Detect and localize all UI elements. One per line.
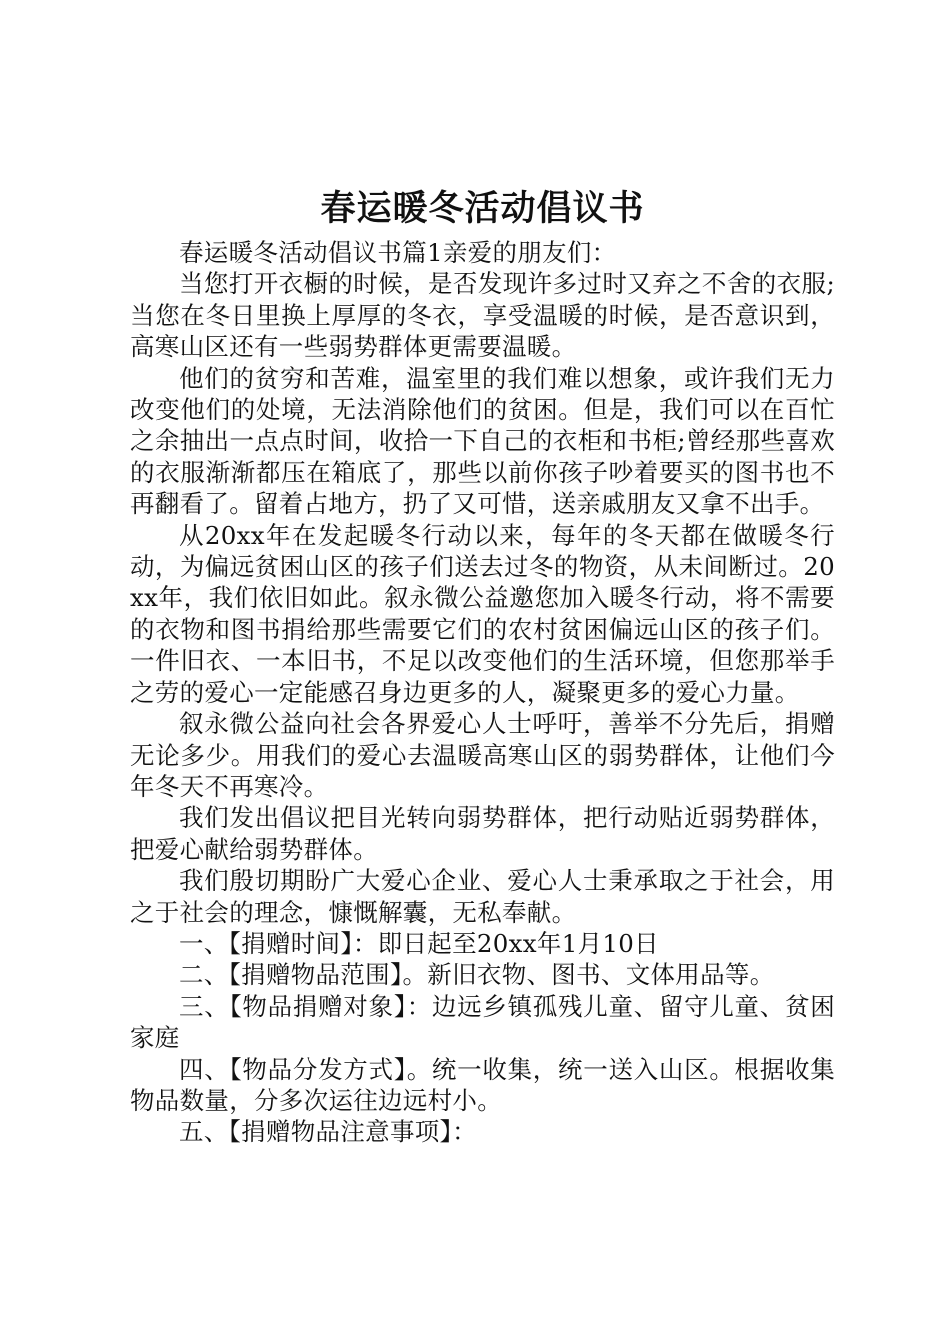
list-item-distribution: 四、【物品分发方式】。统一收集，统一送入山区。根据收集物品数量，分多次运往边远村小。 — [130, 1054, 835, 1115]
list-item-donation-time: 一、【捐赠时间】：即日起至20xx年1月10日 — [179, 928, 659, 958]
list-item-donation-target: 三、【物品捐赠对象】：边远乡镇孤残儿童、留守儿童、贫困家庭 — [130, 991, 835, 1053]
document-title: 春运暖冬活动倡议书 — [320, 188, 645, 229]
paragraph-appeal: 叙永微公益向社会各界爱心人士呼吁，善举不分先后，捐赠无论多少。用我们的爱心去温暖高寒山区的弱势群体，让他们今年冬天不再寒冷。 — [130, 709, 835, 801]
paragraph-wardrobe: 当您打开衣橱的时候，是否发现许多过时又弃之不舍的衣服;当您在冬日里换上厚厚的冬衣，享受温暖的时候，是否意识到，高寒山区还有一些弱势群体更需要温暖。 — [130, 269, 835, 362]
document-page — [130, 183, 835, 1148]
paragraph-greeting: 春运暖冬活动倡议书篇1亲爱的朋友们： — [179, 238, 617, 267]
paragraph-proposal: 我们发出倡议把目光转向弱势群体，把行动贴近弱势群体，把爱心献给弱势群体。 — [130, 803, 835, 864]
list-item-donation-scope: 二、【捐赠物品范围】。新旧衣物、图书、文体用品等。 — [179, 960, 775, 990]
paragraph-history: 从20xx年在发起暖冬行动以来，每年的冬天都在做暖冬行动，为偏远贫困山区的孩子们送去过冬的物资，从未间断过。20xx年，我们依旧如此。叙永微公益邀您加入暖冬行动，将不需要的衣物和图书捐给那些需要它们的农村贫困偏远山区的孩子们。一件旧衣、一本旧书，不足以改变他们的生活环境，但您那举手之劳的爱心一定能感召身边更多的人，凝聚更多的爱心力量。 — [130, 520, 835, 707]
paragraph-poverty: 他们的贫穷和苦难，温室里的我们难以想象，或许我们无力改变他们的处境，无法消除他们的贫困。但是，我们可以在百忙之余抽出一点点时间，收拾一下自己的衣柜和书柜;曾经那些喜欢的衣服渐渐都压在箱底了，那些以前你孩子吵着要买的图书也不再翻看了。留着占地方，扔了又可惜，送亲戚朋友又拿不出手。 — [130, 363, 835, 519]
paragraph-hope: 我们殷切期盼广大爱心企业、爱心人士秉承取之于社会，用之于社会的理念，慷慨解囊，无私奉献。 — [130, 866, 835, 927]
list-item-notes: 五、【捐赠物品注意事项】： — [179, 1117, 477, 1147]
